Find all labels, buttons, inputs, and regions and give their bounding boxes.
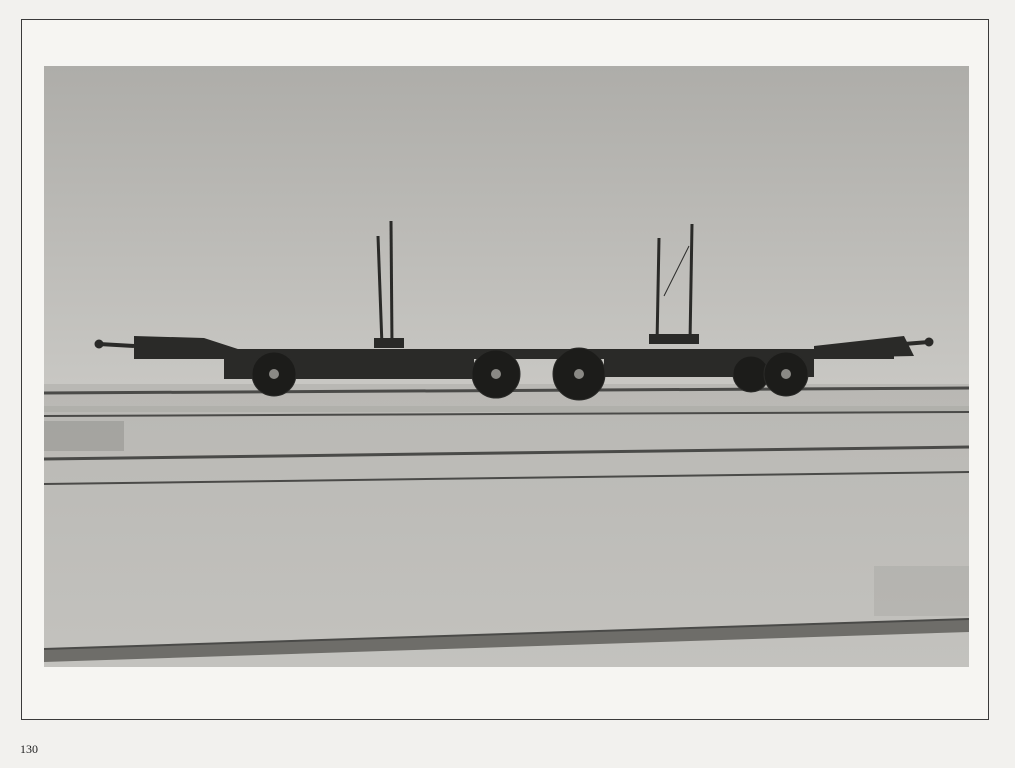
photo-canvas xyxy=(44,66,969,667)
wagon-photograph xyxy=(44,66,969,667)
page-number: 130 xyxy=(20,742,38,756)
sky xyxy=(44,66,969,384)
